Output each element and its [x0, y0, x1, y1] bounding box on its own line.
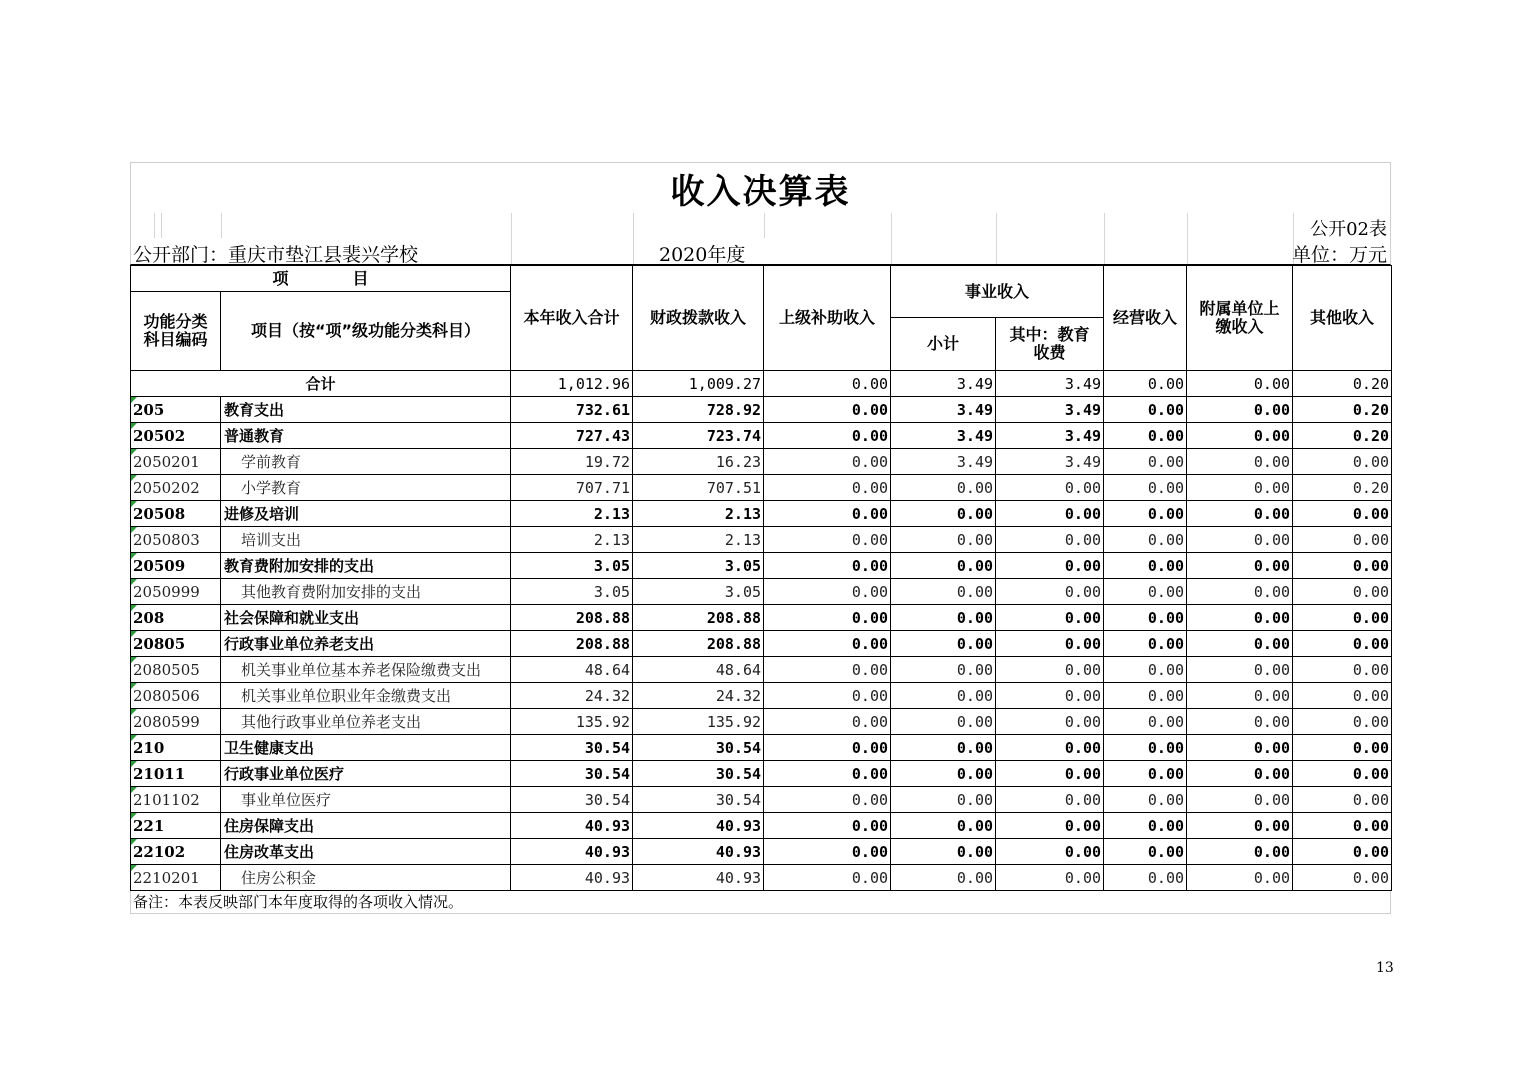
item-name-cell: 行政事业单位养老支出 — [221, 631, 511, 657]
amount-cell: 30.54 — [633, 735, 764, 761]
amount-cell: 0.00 — [996, 631, 1104, 657]
function-code-cell — [131, 475, 221, 501]
amount-cell: 0.00 — [1187, 865, 1293, 891]
amount-cell: 0.00 — [1104, 657, 1187, 683]
function-code: 2080599 — [133, 712, 200, 731]
table-row — [131, 553, 1392, 579]
amount-cell: 0.00 — [1104, 631, 1187, 657]
amount-cell: 0.00 — [1104, 579, 1187, 605]
amount-cell: 0.00 — [1104, 553, 1187, 579]
amount-cell: 0.00 — [1293, 865, 1392, 891]
amount-cell: 0.20 — [1293, 423, 1392, 449]
unit-label: 单位：万元 — [1291, 244, 1387, 266]
item-name-cell: 机关事业单位职业年金缴费支出 — [221, 683, 511, 709]
amount-cell: 3.05 — [511, 553, 633, 579]
total-row — [131, 371, 1392, 397]
function-code: 20508 — [133, 504, 186, 523]
amount-cell: 0.00 — [996, 787, 1104, 813]
table-body — [131, 371, 1392, 891]
amount-cell: 0.00 — [996, 657, 1104, 683]
amount-cell: 0.00 — [1187, 475, 1293, 501]
amount-cell: 0.00 — [1104, 787, 1187, 813]
amount-cell: 723.74 — [633, 423, 764, 449]
amount-cell: 0.00 — [1187, 397, 1293, 423]
function-code: 21011 — [133, 764, 186, 783]
amount-cell: 0.00 — [891, 735, 996, 761]
amount-cell: 0.00 — [1187, 735, 1293, 761]
cell-flag-icon — [131, 475, 137, 481]
cell-flag-icon — [131, 397, 137, 403]
amount-cell: 0.00 — [891, 579, 996, 605]
amount-cell: 0.00 — [1187, 423, 1293, 449]
amount-cell: 0.00 — [1293, 579, 1392, 605]
amount-cell: 0.00 — [1104, 813, 1187, 839]
table-row — [131, 709, 1392, 735]
amount-cell: 0.00 — [1104, 475, 1187, 501]
function-code-cell — [131, 813, 221, 839]
amount-cell: 0.00 — [996, 761, 1104, 787]
function-code-cell — [131, 527, 221, 553]
function-code: 205 — [133, 400, 165, 419]
function-code: 22102 — [133, 842, 186, 861]
table-row — [131, 605, 1392, 631]
total-cell: 0.00 — [1104, 371, 1187, 397]
amount-cell: 48.64 — [633, 657, 764, 683]
cell-flag-icon — [131, 579, 137, 585]
amount-cell: 0.00 — [891, 553, 996, 579]
amount-cell: 3.49 — [996, 397, 1104, 423]
function-code-cell — [131, 579, 221, 605]
amount-cell: 208.88 — [511, 605, 633, 631]
amount-cell: 30.54 — [633, 761, 764, 787]
operating-income-header: 经营收入 — [1104, 266, 1187, 371]
cell-flag-icon — [131, 761, 137, 767]
item-name-cell: 事业单位医疗 — [221, 787, 511, 813]
amount-cell: 0.00 — [1104, 397, 1187, 423]
amount-cell: 3.49 — [891, 423, 996, 449]
cell-flag-icon — [131, 657, 137, 663]
table-row — [131, 813, 1392, 839]
item-name-cell: 培训支出 — [221, 527, 511, 553]
table-row — [131, 657, 1392, 683]
amount-cell: 40.93 — [633, 865, 764, 891]
amount-cell: 0.00 — [764, 761, 891, 787]
education-fee-header: 其中：教育收费 — [996, 318, 1104, 371]
amount-cell: 0.00 — [891, 605, 996, 631]
amount-cell: 0.00 — [1104, 865, 1187, 891]
amount-cell: 0.00 — [891, 865, 996, 891]
amount-cell: 0.00 — [764, 553, 891, 579]
amount-cell: 2.13 — [511, 501, 633, 527]
cell-flag-icon — [131, 501, 137, 507]
item-group-header: 项 目 — [131, 266, 511, 292]
affiliated-income-header: 附属单位上缴收入 — [1187, 266, 1293, 371]
amount-cell: 0.00 — [764, 527, 891, 553]
amount-cell: 0.00 — [891, 657, 996, 683]
amount-cell: 0.00 — [1293, 501, 1392, 527]
total-cell: 3.49 — [996, 371, 1104, 397]
function-code: 210 — [133, 738, 165, 757]
item-name-cell: 学前教育 — [221, 449, 511, 475]
cell-flag-icon — [131, 839, 137, 845]
amount-cell: 0.00 — [1187, 709, 1293, 735]
table-row — [131, 397, 1392, 423]
meta-row — [130, 238, 1391, 265]
income-table — [130, 265, 1392, 891]
cell-flag-icon — [131, 735, 137, 741]
amount-cell: 208.88 — [511, 631, 633, 657]
amount-cell: 0.00 — [891, 839, 996, 865]
function-code-cell — [131, 735, 221, 761]
function-code-cell — [131, 605, 221, 631]
function-code-cell — [131, 709, 221, 735]
amount-cell: 0.00 — [764, 865, 891, 891]
amount-cell: 30.54 — [511, 761, 633, 787]
amount-cell: 0.00 — [1293, 657, 1392, 683]
total-income-header: 本年收入合计 — [511, 266, 633, 371]
business-income-header: 事业收入 — [891, 266, 1104, 318]
amount-cell: 707.51 — [633, 475, 764, 501]
item-name-header: 项目（按“项”级功能分类科目） — [221, 292, 511, 371]
amount-cell: 0.00 — [996, 683, 1104, 709]
table-row — [131, 579, 1392, 605]
amount-cell: 0.00 — [764, 475, 891, 501]
amount-cell: 0.00 — [891, 787, 996, 813]
amount-cell: 19.72 — [511, 449, 633, 475]
total-cell: 0.20 — [1293, 371, 1392, 397]
amount-cell: 732.61 — [511, 397, 633, 423]
function-code-cell — [131, 501, 221, 527]
amount-cell: 3.05 — [511, 579, 633, 605]
function-code-cell — [131, 423, 221, 449]
amount-cell: 0.00 — [1187, 631, 1293, 657]
amount-cell: 0.00 — [764, 709, 891, 735]
amount-cell: 0.00 — [1187, 787, 1293, 813]
amount-cell: 0.00 — [1293, 449, 1392, 475]
function-code-cell — [131, 683, 221, 709]
amount-cell: 3.49 — [996, 449, 1104, 475]
amount-cell: 707.71 — [511, 475, 633, 501]
amount-cell: 0.00 — [891, 501, 996, 527]
total-label: 合计 — [131, 371, 511, 397]
function-code: 2080506 — [133, 686, 200, 705]
amount-cell: 0.00 — [1187, 605, 1293, 631]
table-row — [131, 735, 1392, 761]
amount-cell: 0.00 — [1293, 761, 1392, 787]
income-final-account-sheet — [130, 162, 1391, 914]
total-cell: 1,009.27 — [633, 371, 764, 397]
amount-cell: 0.00 — [1187, 657, 1293, 683]
cell-flag-icon — [131, 553, 137, 559]
total-cell: 1,012.96 — [511, 371, 633, 397]
function-code-cell — [131, 761, 221, 787]
function-code-cell — [131, 865, 221, 891]
code-header: 功能分类科目编码 — [131, 292, 221, 371]
amount-cell: 3.49 — [891, 449, 996, 475]
amount-cell: 0.20 — [1293, 397, 1392, 423]
amount-cell: 0.00 — [1104, 527, 1187, 553]
total-cell: 0.00 — [1187, 371, 1293, 397]
function-code: 2101102 — [133, 790, 200, 809]
amount-cell: 0.00 — [891, 709, 996, 735]
function-code: 208 — [133, 608, 165, 627]
item-name-cell: 机关事业单位基本养老保险缴费支出 — [221, 657, 511, 683]
amount-cell: 0.00 — [1187, 813, 1293, 839]
amount-cell: 24.32 — [633, 683, 764, 709]
amount-cell: 0.00 — [1187, 839, 1293, 865]
table-row — [131, 501, 1392, 527]
function-code-cell — [131, 631, 221, 657]
item-name-cell: 教育费附加安排的支出 — [221, 553, 511, 579]
function-code-cell — [131, 449, 221, 475]
function-code: 20805 — [133, 634, 186, 653]
amount-cell: 0.00 — [1187, 449, 1293, 475]
amount-cell: 0.00 — [1293, 631, 1392, 657]
amount-cell: 0.00 — [764, 501, 891, 527]
amount-cell: 0.00 — [1187, 501, 1293, 527]
amount-cell: 0.00 — [996, 813, 1104, 839]
total-cell: 0.00 — [764, 371, 891, 397]
table-row — [131, 761, 1392, 787]
table-row — [131, 475, 1392, 501]
function-code: 20509 — [133, 556, 186, 575]
amount-cell: 3.49 — [996, 423, 1104, 449]
amount-cell: 0.00 — [1187, 527, 1293, 553]
table-number: 公开02表 — [1310, 219, 1387, 240]
cell-flag-icon — [131, 631, 137, 637]
amount-cell: 0.00 — [996, 475, 1104, 501]
amount-cell: 135.92 — [511, 709, 633, 735]
fiscal-appropriation-header: 财政拨款收入 — [633, 266, 764, 371]
amount-cell: 0.00 — [764, 423, 891, 449]
amount-cell: 2.13 — [633, 527, 764, 553]
cell-flag-icon — [131, 423, 137, 429]
function-code: 221 — [133, 816, 165, 835]
amount-cell: 40.93 — [633, 813, 764, 839]
amount-cell: 0.00 — [764, 735, 891, 761]
amount-cell: 48.64 — [511, 657, 633, 683]
table-number-row — [130, 213, 1391, 238]
amount-cell: 0.00 — [764, 631, 891, 657]
amount-cell: 2.13 — [633, 501, 764, 527]
function-code: 2050803 — [133, 530, 200, 549]
amount-cell: 40.93 — [511, 839, 633, 865]
amount-cell: 0.00 — [891, 761, 996, 787]
item-name-cell: 其他行政事业单位养老支出 — [221, 709, 511, 735]
item-name-cell: 小学教育 — [221, 475, 511, 501]
amount-cell: 3.05 — [633, 579, 764, 605]
total-cell: 3.49 — [891, 371, 996, 397]
function-code: 2050999 — [133, 582, 200, 601]
item-name-cell: 住房改革支出 — [221, 839, 511, 865]
amount-cell: 40.93 — [511, 813, 633, 839]
amount-cell: 0.00 — [996, 709, 1104, 735]
amount-cell: 135.92 — [633, 709, 764, 735]
amount-cell: 0.00 — [764, 449, 891, 475]
table-row — [131, 631, 1392, 657]
item-name-cell: 行政事业单位医疗 — [221, 761, 511, 787]
amount-cell: 0.00 — [1293, 813, 1392, 839]
table-row — [131, 787, 1392, 813]
amount-cell: 0.00 — [996, 865, 1104, 891]
function-code-cell — [131, 839, 221, 865]
upper-subsidy-header: 上级补助收入 — [764, 266, 891, 371]
amount-cell: 0.00 — [764, 683, 891, 709]
amount-cell: 0.00 — [1293, 605, 1392, 631]
amount-cell: 0.00 — [1187, 553, 1293, 579]
amount-cell: 0.00 — [1104, 735, 1187, 761]
amount-cell: 208.88 — [633, 605, 764, 631]
amount-cell: 30.54 — [633, 787, 764, 813]
item-name-cell: 教育支出 — [221, 397, 511, 423]
footnote: 备注：本表反映部门本年度取得的各项收入情况。 — [130, 891, 1391, 914]
amount-cell: 0.00 — [996, 735, 1104, 761]
fiscal-year-label: 2020年度 — [659, 244, 746, 266]
item-name-cell: 社会保障和就业支出 — [221, 605, 511, 631]
item-name-cell: 住房保障支出 — [221, 813, 511, 839]
amount-cell: 0.00 — [1104, 683, 1187, 709]
amount-cell: 0.00 — [1293, 527, 1392, 553]
title-row — [130, 162, 1391, 213]
amount-cell: 0.00 — [891, 475, 996, 501]
cell-flag-icon — [131, 449, 137, 455]
table-row — [131, 449, 1392, 475]
other-income-header: 其他收入 — [1293, 266, 1392, 371]
amount-cell: 728.92 — [633, 397, 764, 423]
amount-cell: 0.00 — [996, 839, 1104, 865]
function-code: 2080505 — [133, 660, 200, 679]
function-code: 2210201 — [133, 868, 200, 887]
amount-cell: 0.00 — [764, 605, 891, 631]
amount-cell: 0.00 — [764, 839, 891, 865]
amount-cell: 0.00 — [1104, 761, 1187, 787]
amount-cell: 0.00 — [996, 605, 1104, 631]
amount-cell: 30.54 — [511, 787, 633, 813]
item-name-cell: 卫生健康支出 — [221, 735, 511, 761]
amount-cell: 40.93 — [511, 865, 633, 891]
cell-flag-icon — [131, 683, 137, 689]
amount-cell: 2.13 — [511, 527, 633, 553]
amount-cell: 208.88 — [633, 631, 764, 657]
amount-cell: 0.00 — [1104, 839, 1187, 865]
table-row — [131, 683, 1392, 709]
amount-cell: 0.00 — [996, 527, 1104, 553]
amount-cell: 0.00 — [764, 579, 891, 605]
cell-flag-icon — [131, 605, 137, 611]
amount-cell: 0.00 — [1187, 579, 1293, 605]
amount-cell: 0.20 — [1293, 475, 1392, 501]
cell-flag-icon — [131, 787, 137, 793]
cell-flag-icon — [131, 813, 137, 819]
amount-cell: 0.00 — [764, 657, 891, 683]
page-title: 收入决算表 — [670, 171, 851, 212]
table-row — [131, 865, 1392, 891]
amount-cell: 0.00 — [891, 813, 996, 839]
item-name-cell: 住房公积金 — [221, 865, 511, 891]
amount-cell: 0.00 — [1187, 683, 1293, 709]
amount-cell: 0.00 — [996, 553, 1104, 579]
cell-flag-icon — [131, 527, 137, 533]
function-code: 2050201 — [133, 452, 200, 471]
function-code-cell — [131, 657, 221, 683]
amount-cell: 0.00 — [1104, 423, 1187, 449]
amount-cell: 0.00 — [1104, 709, 1187, 735]
amount-cell: 0.00 — [891, 683, 996, 709]
function-code: 2050202 — [133, 478, 200, 497]
amount-cell: 0.00 — [764, 397, 891, 423]
amount-cell: 0.00 — [1187, 761, 1293, 787]
amount-cell: 0.00 — [996, 501, 1104, 527]
amount-cell: 0.00 — [891, 527, 996, 553]
function-code-cell — [131, 553, 221, 579]
table-row — [131, 423, 1392, 449]
subtotal-header: 小计 — [891, 318, 996, 371]
amount-cell: 0.00 — [764, 787, 891, 813]
item-name-cell: 普通教育 — [221, 423, 511, 449]
amount-cell: 0.00 — [1293, 839, 1392, 865]
amount-cell: 40.93 — [633, 839, 764, 865]
amount-cell: 0.00 — [1293, 709, 1392, 735]
amount-cell: 3.05 — [633, 553, 764, 579]
amount-cell: 0.00 — [1293, 735, 1392, 761]
cell-flag-icon — [131, 709, 137, 715]
amount-cell: 24.32 — [511, 683, 633, 709]
function-code: 20502 — [133, 426, 186, 445]
amount-cell: 0.00 — [1293, 553, 1392, 579]
item-name-cell: 其他教育费附加安排的支出 — [221, 579, 511, 605]
table-row — [131, 527, 1392, 553]
item-name-cell: 进修及培训 — [221, 501, 511, 527]
department-label: 公开部门：重庆市垫江县裴兴学校 — [133, 244, 419, 266]
amount-cell: 0.00 — [1104, 605, 1187, 631]
amount-cell: 727.43 — [511, 423, 633, 449]
page-number: 13 — [1376, 960, 1394, 976]
amount-cell: 0.00 — [1104, 449, 1187, 475]
amount-cell: 0.00 — [1293, 787, 1392, 813]
amount-cell: 0.00 — [764, 813, 891, 839]
amount-cell: 0.00 — [891, 631, 996, 657]
cell-flag-icon — [131, 865, 137, 871]
amount-cell: 0.00 — [996, 579, 1104, 605]
amount-cell: 16.23 — [633, 449, 764, 475]
table-row — [131, 839, 1392, 865]
amount-cell: 30.54 — [511, 735, 633, 761]
function-code-cell — [131, 397, 221, 423]
amount-cell: 0.00 — [1104, 501, 1187, 527]
amount-cell: 3.49 — [891, 397, 996, 423]
function-code-cell — [131, 787, 221, 813]
amount-cell: 0.00 — [1293, 683, 1392, 709]
